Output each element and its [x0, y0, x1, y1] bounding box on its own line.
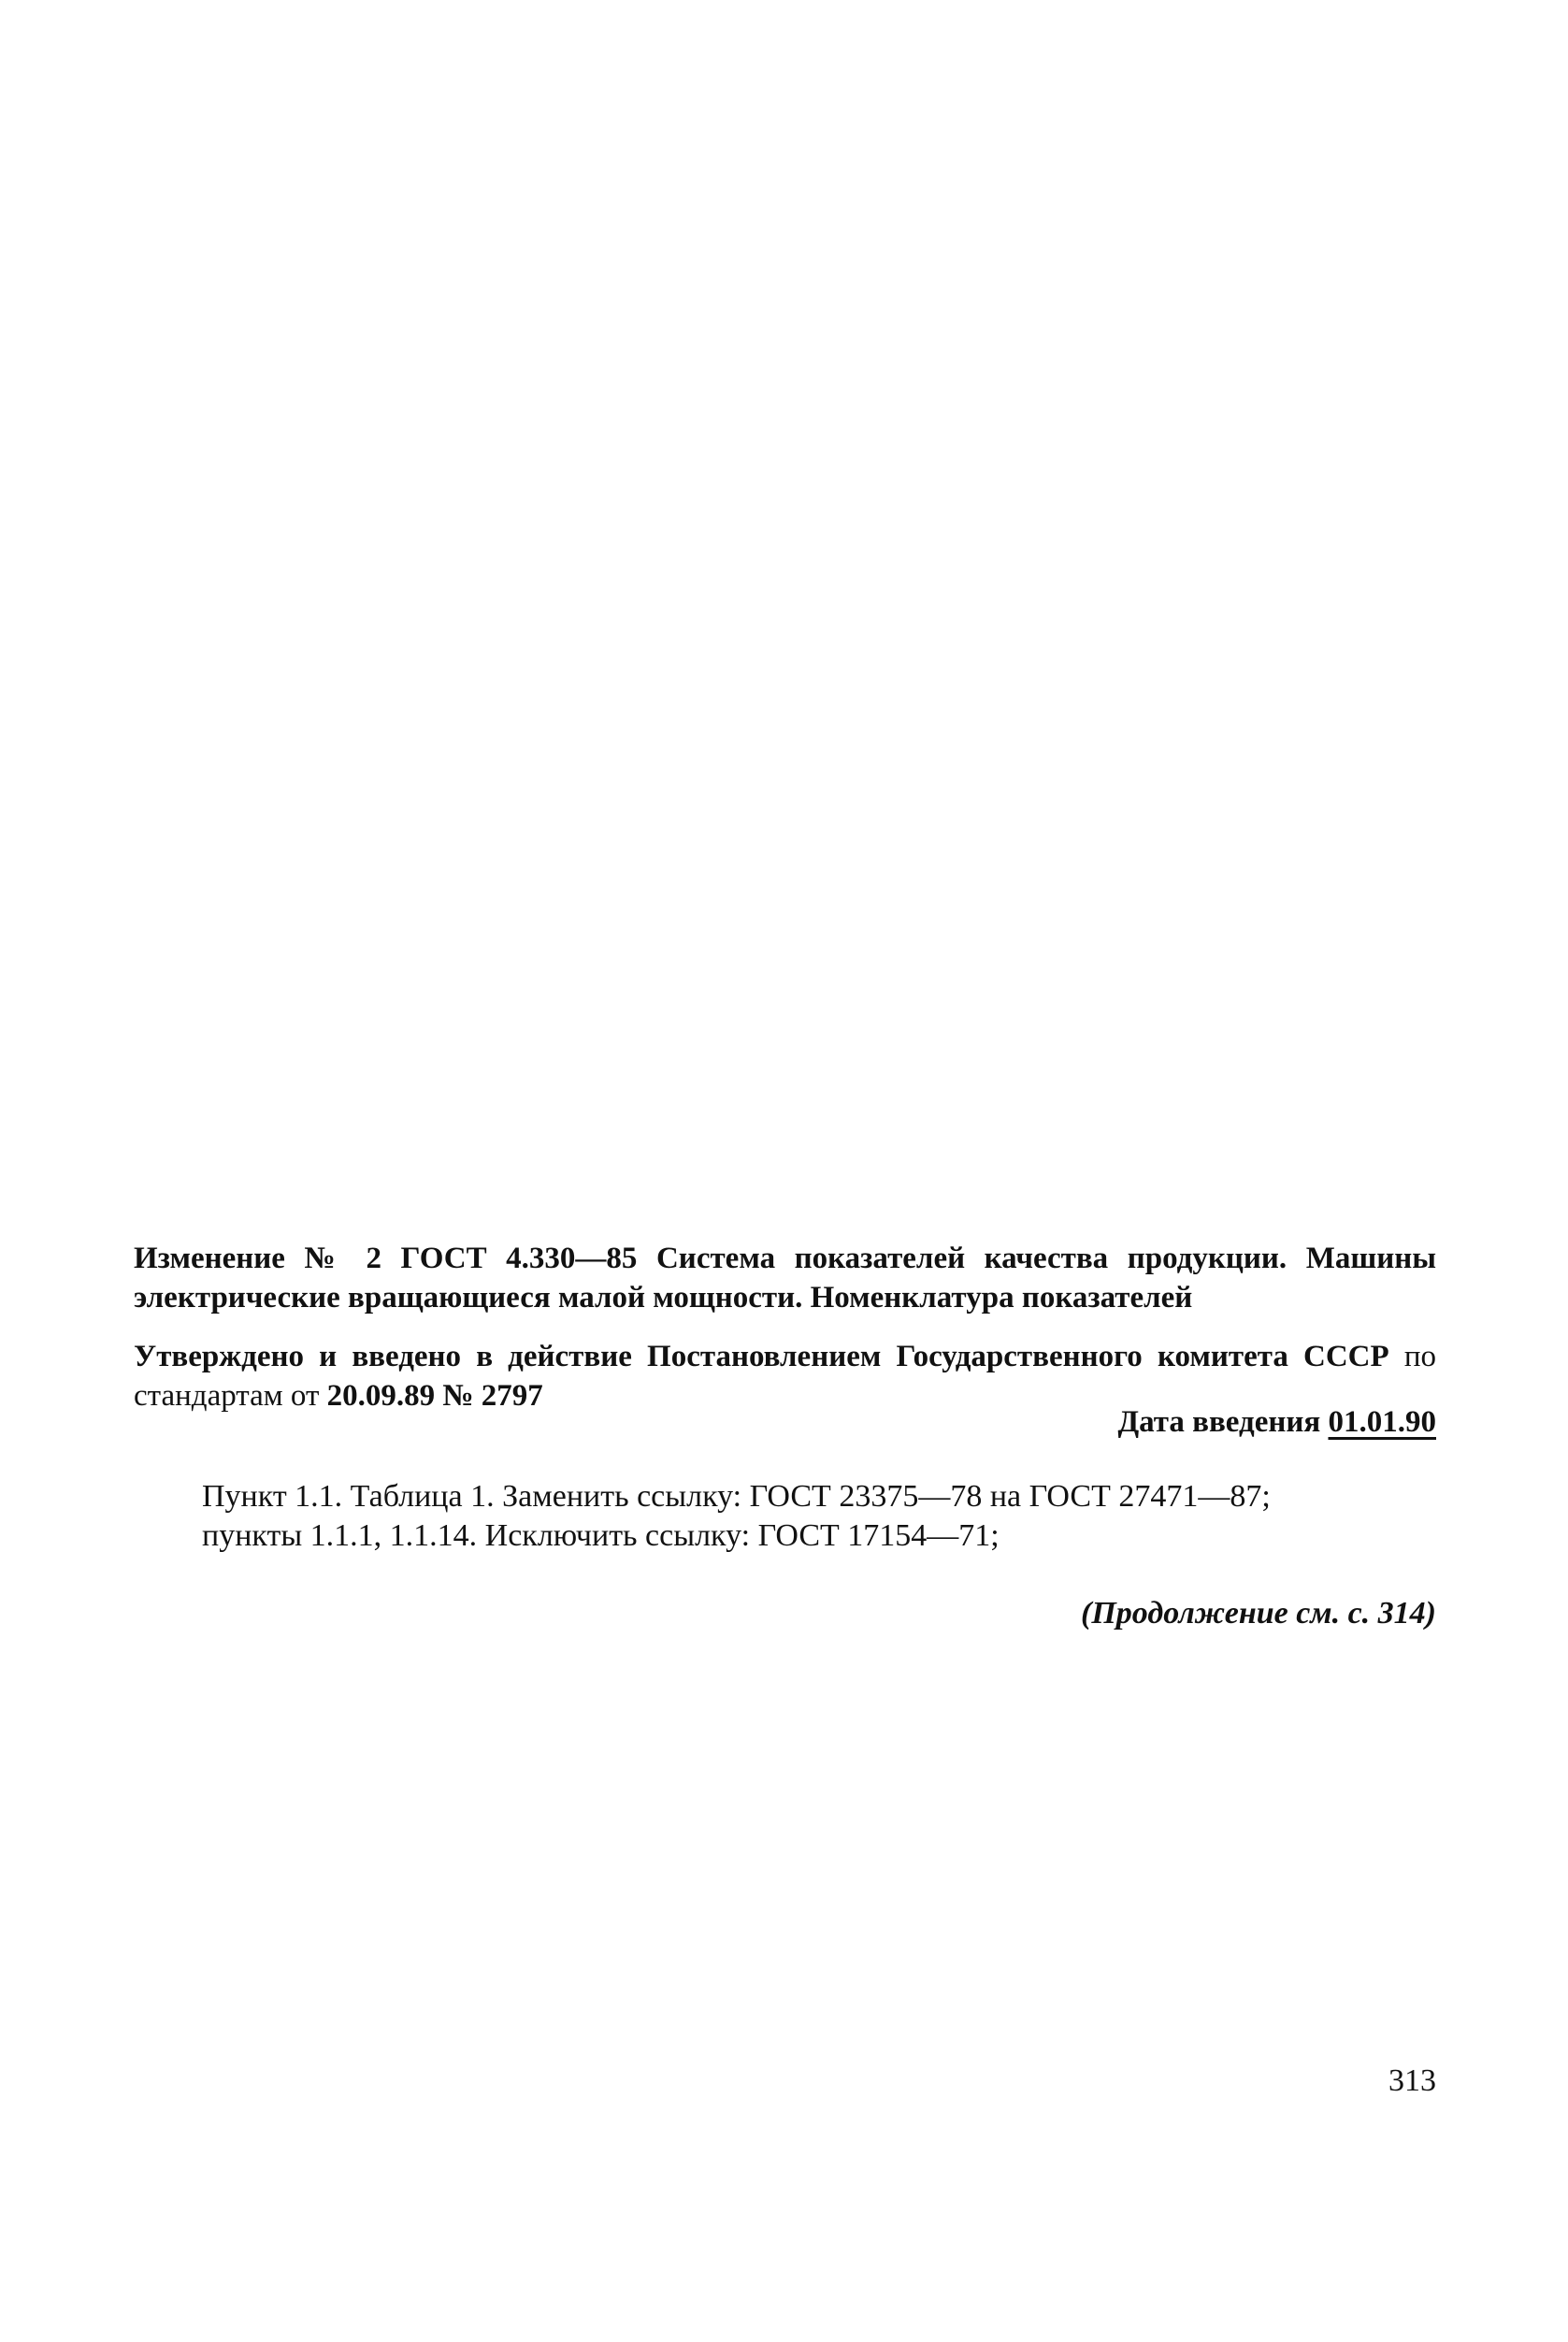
continuation-note-text: (Продолжение см. с. 314) [1081, 1596, 1436, 1631]
approval-number: № 2797 [435, 1379, 543, 1413]
page-number: 313 [1388, 2063, 1436, 2098]
amendment-body [134, 1477, 1436, 1556]
approval-date: 20.09.89 [326, 1379, 436, 1413]
amendment-heading [134, 1239, 1436, 1317]
introduction-date [134, 1402, 1436, 1442]
continuation-note [134, 1594, 1436, 1633]
body-paragraph-2: пункты 1.1.1, 1.1.14. Исключить ссылку: ГОСТ 17154—71; [202, 1518, 1000, 1553]
introduction-date-label: Дата введения [1117, 1405, 1329, 1439]
approval-middle: по стандартам от [134, 1340, 1436, 1413]
introduction-date-value: 01.01.90 [1328, 1405, 1436, 1439]
approval-prefix: Утверждено и введено в действие Постановлением Государственного комитета СССР [134, 1340, 1389, 1373]
amendment-heading-text: Изменение № 2 ГОСТ 4.330—85 Система показателей качества продукции. Машины электрические вращающиеся малой мощности. Номенклатура показателей [134, 1242, 1436, 1315]
body-paragraph-1: Пункт 1.1. Таблица 1. Заменить ссылку: ГОСТ 23375—78 на ГОСТ 27471—87; [202, 1479, 1271, 1514]
